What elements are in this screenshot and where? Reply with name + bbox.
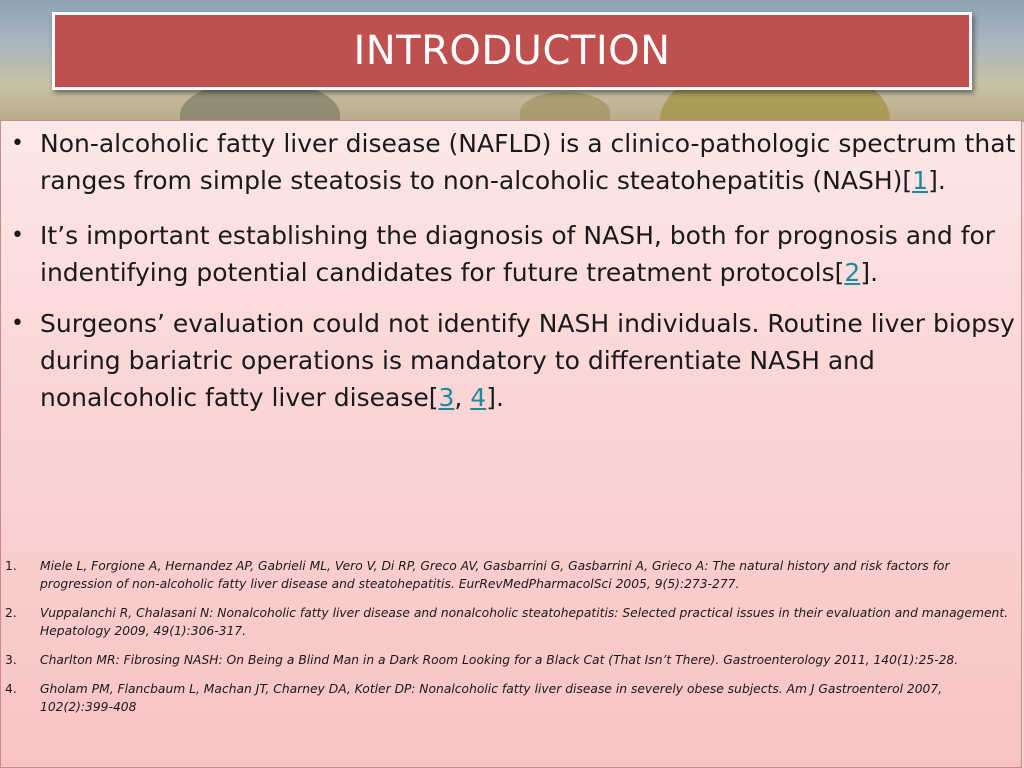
- bullet-text: Surgeons’ evaluation could not identify NASH individuals. Routine liver biopsy during bariatric operations is mandatory to differentiate NASH and nonalcoholic fatty liver disease[: [40, 309, 1015, 412]
- bullet-item: [1, 305, 1021, 416]
- reference-text: Miele L, Forgione A, Hernandez AP, Gabrieli ML, Vero V, Di RP, Greco AV, Gasbarrini G, Gasbarrini A, Grieco A: The natural history and risk factors for progression of non-alcoholic fatty liver disease and steatohepatitis. EurRevMedPharmacolSci 2005, 9(5):273-277.: [40, 559, 950, 591]
- bullet-item: [1, 217, 1021, 291]
- reference-text: Vuppalanchi R, Chalasani N: Nonalcoholic fatty liver disease and nonalcoholic steatohepatitis: Selected practical issues in their evaluation and management. Hepatology 2009, 49(1):306-317.: [40, 606, 1009, 638]
- reference-number: 3.: [5, 653, 17, 667]
- citation-link[interactable]: 3: [438, 383, 455, 412]
- reference-item: [1, 604, 1021, 640]
- bullet-text: Non-alcoholic fatty liver disease (NAFLD) is a clinico-pathologic spectrum that ranges from simple steatosis to non-alcoholic steatohepatitis (NASH)[: [40, 129, 1016, 195]
- bullet-item: [1, 125, 1021, 199]
- citation-link[interactable]: 1: [912, 166, 929, 195]
- reference-number: 1.: [5, 559, 17, 573]
- reference-text: Charlton MR: Fibrosing NASH: On Being a Blind Man in a Dark Room Looking for a Black Cat (That Isn’t There). Gastroenterology 2011, 140(1):25-28.: [40, 653, 959, 667]
- reference-list: [1, 557, 1021, 727]
- slide-title: INTRODUCTION: [353, 28, 671, 74]
- bullet-text-end: ].: [860, 258, 879, 287]
- reference-number: 2.: [5, 606, 17, 620]
- bullet-list: [1, 125, 1021, 430]
- bullet-text: It’s important establishing the diagnosis of NASH, both for prognosis and for indentifying potential candidates for future treatment protocols[: [40, 221, 996, 287]
- bullet-glyph: •: [11, 311, 24, 336]
- reference-number: 4.: [5, 682, 17, 696]
- content-panel: [0, 120, 1022, 768]
- background-shape: [520, 92, 610, 122]
- bullet-glyph: •: [11, 223, 24, 248]
- reference-item: [1, 651, 1021, 669]
- reference-text: Gholam PM, Flancbaum L, Machan JT, Charney DA, Kotler DP: Nonalcoholic fatty liver disease in severely obese subjects. Am J Gastroenterol 2007, 102(2):399-408: [40, 682, 943, 714]
- citation-link[interactable]: 2: [844, 258, 861, 287]
- title-bar: [52, 12, 972, 90]
- citation-separator: ,: [454, 383, 471, 412]
- bullet-text-end: ].: [928, 166, 946, 195]
- bullet-glyph: •: [11, 131, 24, 156]
- reference-item: [1, 557, 1021, 593]
- bullet-text-end: ].: [486, 383, 504, 412]
- reference-item: [1, 680, 1021, 716]
- citation-link[interactable]: 4: [470, 383, 487, 412]
